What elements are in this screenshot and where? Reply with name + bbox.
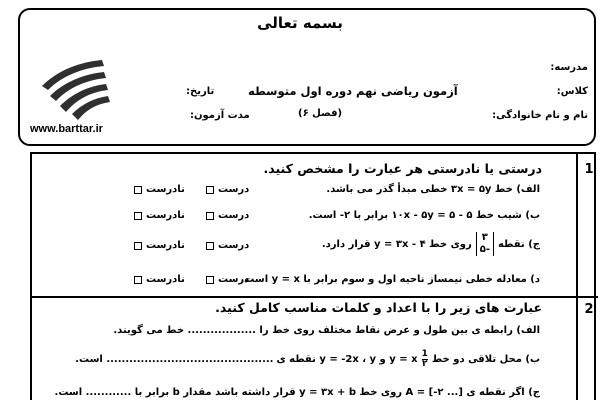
q1-a-true-option[interactable] (206, 184, 249, 195)
option-label: نادرست (146, 210, 185, 221)
q1-a-false-option[interactable] (134, 184, 185, 195)
checkbox-icon[interactable] (206, 212, 214, 220)
checkbox-icon[interactable] (206, 242, 214, 250)
q1-b-true-option[interactable] (206, 210, 249, 221)
exam-title: آزمون ریاضی نهم دوره اول متوسطه (248, 84, 458, 98)
chapter-label: (فصل ۶) (298, 108, 343, 119)
checkbox-icon[interactable] (206, 186, 214, 194)
fraction-numerator: 1 (421, 349, 428, 359)
q1-c-false-option[interactable] (134, 240, 185, 251)
option-label: درست (218, 184, 250, 195)
item-b-prefix: ب) محل تلاقی دو خط (431, 354, 540, 365)
checkbox-icon[interactable] (134, 276, 142, 284)
q1-d-true-option[interactable] (206, 274, 249, 285)
fraction (422, 350, 428, 369)
logo-icon (32, 56, 110, 126)
option-label: نادرست (146, 184, 185, 195)
q2-item-a: الف) رابطه ی بین طول و عرض نقاط مختلف روی خط را .................. خط می گویند. (113, 325, 540, 336)
number-column-divider (576, 154, 578, 400)
name-label: نام و نام خانوادگی: (492, 110, 588, 121)
page-title: بسمه تعالی (257, 14, 343, 32)
checkbox-icon[interactable] (134, 186, 142, 194)
vector-top: ۳ (481, 232, 488, 243)
q1-item-a: الف) خط ۳x = ۵y خطی مبدأ گذر می باشد. (326, 184, 540, 195)
item-c-prefix: ج) نقطه (497, 238, 540, 250)
option-label: درست (218, 240, 250, 251)
checkbox-icon[interactable] (206, 276, 214, 284)
q2-heading: عبارت های زیر را با اعداد و کلمات مناسب کامل کنید. (215, 300, 542, 315)
date-label: تاریخ: (186, 86, 215, 97)
q1-d-false-option[interactable] (134, 274, 185, 285)
item-c-suffix: روی خط ۴ - y = ۳x قرار دارد. (321, 238, 472, 250)
point-vector (476, 232, 494, 256)
duration-label: مدت آزمون: (190, 110, 250, 121)
q1-b-false-option[interactable] (134, 210, 185, 221)
question-number-1: 1 (584, 162, 594, 177)
q1-item-c (322, 232, 540, 256)
q1-item-b: ب) شیب خط ۵ - ۱۰x - ۵y = ۵ برابر با ۲- است. (308, 210, 540, 221)
class-label: کلاس: (556, 86, 588, 97)
fraction-denominator: ۲ (421, 359, 428, 369)
option-label: نادرست (146, 274, 185, 285)
q1-item-d: د) معادله خطی نیمساز ناحیه اول و سوم برابر با y = x است. (240, 274, 540, 285)
item-b-middle: y = x و y = -2x ، y نقطه ی (276, 354, 418, 365)
q1-heading: درستی یا نادرستی هر عبارت را مشخص کنید. (263, 161, 542, 176)
website-url: www.barttar.ir (30, 123, 103, 135)
checkbox-icon[interactable] (134, 212, 142, 220)
option-label: نادرست (146, 240, 185, 251)
question-separator (32, 296, 598, 298)
item-b-suffix: ............................................ است. (75, 354, 274, 365)
q1-c-true-option[interactable] (206, 240, 249, 251)
school-label: مدرسه: (550, 62, 588, 73)
vector-bottom: -۵ (479, 244, 490, 255)
q2-item-c: ج) اگر نقطه ی A = [-۲ ...] روی خط y = ۳x + b قرار داشته باشد مقدار b برابر با ............ است. (54, 387, 540, 398)
option-label: درست (218, 210, 250, 221)
question-number-2: 2 (584, 302, 594, 317)
checkbox-icon[interactable] (134, 242, 142, 250)
option-label: درست (218, 274, 250, 285)
q2-item-b (75, 350, 540, 369)
